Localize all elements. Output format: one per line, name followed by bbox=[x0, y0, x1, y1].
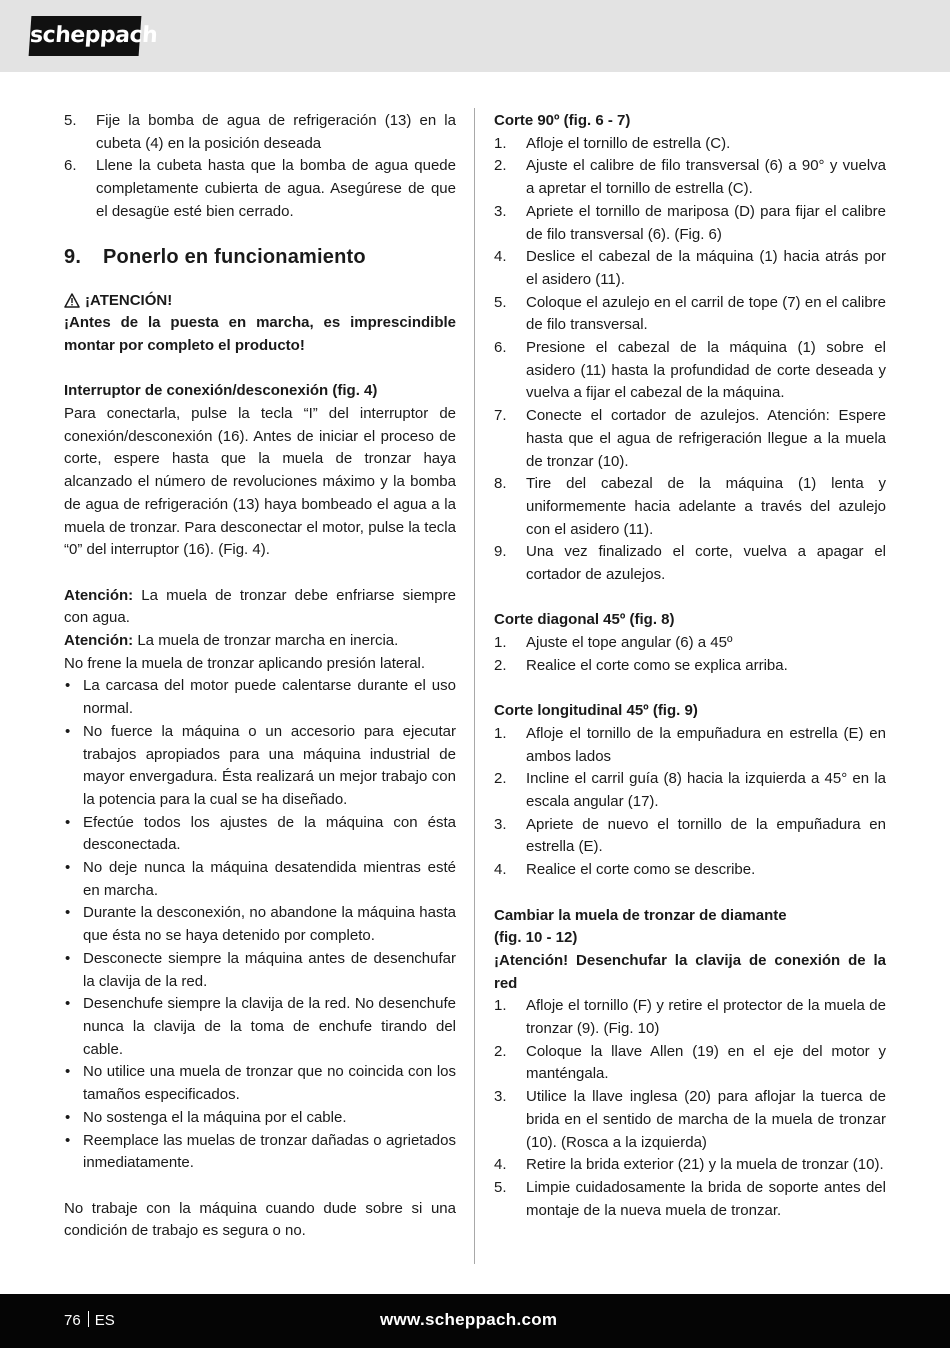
blade-heading: Cambiar la muela de tronzar de diamante bbox=[494, 906, 787, 924]
list-item-text: Llene la cubeta hasta que la bomba de agua quede completamente cubierta de agua. Asegúrese de que el desagüe esté bien cerrado. bbox=[96, 157, 456, 220]
list-item bbox=[494, 1177, 886, 1222]
switch-heading: Interruptor de conexión/desconexión (fig. 4) bbox=[64, 382, 378, 400]
list-item-text: Apriete el tornillo de mariposa (D) para fijar el calibre de filo transversal (6). (Fig. 6) bbox=[526, 202, 886, 243]
list-item bbox=[494, 405, 886, 473]
bullet-item: • No sostenga el la máquina por el cable. bbox=[64, 1107, 456, 1130]
list-item-number: 1. bbox=[494, 134, 507, 152]
list-item-number: 4. bbox=[494, 248, 507, 266]
list-item-number: 5. bbox=[494, 1179, 507, 1196]
list-item bbox=[494, 1041, 886, 1086]
left-column bbox=[64, 110, 456, 1243]
blade-heading-figs: (fig. 10 - 12) bbox=[494, 929, 578, 947]
brand-logo: scheppach bbox=[29, 16, 142, 56]
list-item-number: 5. bbox=[64, 112, 77, 129]
warning-heading bbox=[64, 290, 456, 313]
list-item bbox=[494, 995, 886, 1040]
diagonal-steps bbox=[494, 632, 886, 677]
list-item bbox=[494, 133, 886, 156]
list-item-number: 3. bbox=[494, 202, 507, 220]
attention-inertia: Atención: La muela de tronzar marcha en inercia. bbox=[64, 632, 399, 650]
list-item-number: 3. bbox=[494, 815, 507, 833]
list-item-text: Una vez finalizado el corte, vuelva a apagar el cortador de azulejos. bbox=[526, 543, 886, 584]
list-item-number: 2. bbox=[494, 770, 507, 788]
blade-steps bbox=[494, 995, 886, 1222]
list-item bbox=[494, 541, 886, 586]
list-item-number: 6. bbox=[494, 339, 507, 357]
list-item-text: Ajuste el calibre de filo transversal (6) a 90° y vuelva a apretar el tornillo de estrella (C). bbox=[526, 157, 886, 198]
list-item-text: Deslice el cabezal de la máquina (1) hacia atrás por el asidero (11). bbox=[526, 248, 886, 288]
blade-warning: ¡Atención! Desenchufar la clavija de conexión de la red bbox=[494, 951, 886, 992]
list-item-number: 4. bbox=[494, 1156, 507, 1174]
list-item-text: Coloque la llave Allen (19) en el eje del motor y manténgala. bbox=[526, 1042, 886, 1083]
bullet-item: • Efectúe todos los ajustes de la máquina con ésta desconectada. bbox=[64, 812, 456, 857]
list-item-number: 4. bbox=[494, 861, 507, 879]
footer-band bbox=[0, 1294, 950, 1348]
bullet-item: • No utilice una muela de tronzar que no coincida con los tamaños especificados. bbox=[64, 1061, 456, 1106]
bullet-item: • No fuerce la máquina o un accesorio para ejecutar trabajos apropiados para una máquina industrial de mayor envergadura. Ésta realizará un mejor trabajo con la potencia para la cual se ha diseñado. bbox=[64, 721, 456, 812]
list-item-number: 7. bbox=[494, 407, 507, 425]
longitudinal-heading: Corte longitudinal 45º (fig. 9) bbox=[494, 702, 698, 720]
list-item bbox=[494, 473, 886, 541]
section-title bbox=[64, 245, 456, 269]
list-item bbox=[494, 814, 886, 859]
column-divider bbox=[474, 108, 475, 1264]
list-item-text: Apriete de nuevo el tornillo de la empuñadura en estrella (E). bbox=[526, 815, 886, 856]
diagonal-heading: Corte diagonal 45º (fig. 8) bbox=[494, 611, 675, 629]
list-item bbox=[494, 337, 886, 405]
list-item-text: Coloque el azulejo en el carril de tope (7) en el calibre de filo transversal. bbox=[526, 293, 886, 334]
list-item-text: Presione el cabezal de la máquina (1) sobre el asidero (11) hasta la profundidad de corte deseada y vuelva a fijar el cabezal de la máquina. bbox=[526, 339, 886, 402]
fill-steps-list bbox=[64, 110, 456, 224]
list-item-number: 3. bbox=[494, 1088, 507, 1106]
longitudinal-steps bbox=[494, 723, 886, 882]
list-item bbox=[64, 155, 456, 223]
list-item-number: 8. bbox=[494, 475, 507, 493]
list-item-number: 9. bbox=[494, 543, 507, 561]
list-item-number: 2. bbox=[494, 1042, 507, 1060]
cut90-steps bbox=[494, 133, 886, 587]
list-item bbox=[494, 246, 886, 291]
no-brake-note: No frene la muela de tronzar aplicando presión lateral. bbox=[64, 654, 426, 672]
bullet-item: • Desenchufe siempre la clavija de la red. No desenchufe nunca la clavija de la toma de enchufe tirando del cable. bbox=[64, 993, 456, 1061]
list-item-text: Afloje el tornillo de estrella (C). bbox=[526, 134, 731, 152]
bullet-item: • No deje nunca la máquina desatendida mientras esté en marcha. bbox=[64, 857, 456, 902]
list-item bbox=[494, 768, 886, 813]
list-item bbox=[494, 1086, 886, 1154]
closing-note: No trabaje con la máquina cuando dude sobre si una condición de trabajo es segura o no. bbox=[64, 1199, 456, 1240]
list-item bbox=[494, 292, 886, 337]
list-item-number: 5. bbox=[494, 293, 507, 311]
warning-title: ¡ATENCIÓN! bbox=[85, 291, 173, 309]
list-item bbox=[494, 201, 886, 246]
section-title-text: Ponerlo en funcionamiento bbox=[103, 245, 366, 268]
list-item-text: Afloje el tornillo (F) y retire el protector de la muela de tronzar (9). (Fig. 10) bbox=[526, 997, 886, 1038]
list-item bbox=[494, 859, 886, 882]
list-item-text: Utilice la llave inglesa (20) para aflojar la tuerca de brida en el sentido de marcha de la muela de tronzar (10). (Rosca a la izquierda) bbox=[526, 1088, 886, 1151]
attention-cooling: Atención: La muela de tronzar debe enfriarse siempre con agua. bbox=[64, 586, 456, 627]
list-item-number: 1. bbox=[494, 997, 507, 1015]
right-column bbox=[494, 110, 886, 1222]
list-item-text: Afloje el tornillo de la empuñadura en estrella (E) en ambos lados bbox=[526, 724, 886, 765]
website-link[interactable]: www.scheppach.com bbox=[380, 1310, 558, 1329]
page-number: 76 ES bbox=[64, 1312, 115, 1329]
section-number: 9. bbox=[64, 245, 82, 268]
switch-paragraph: Para conectarla, pulse la tecla “I” del interruptor de conexión/desconexión (16). Antes de iniciar el proceso de corte, espere hasta que la muela de tronzar haya alcanzado el número de revoluciones máximo y la bomba de agua de refrigeración (13) haya bombeado el agua a la muela de tronzar. Para desconectar el motor, pulse la tecla “0” del interruptor (16). (Fig. 4). bbox=[64, 405, 456, 559]
list-item-text: Retire la brida exterior (21) y la muela de tronzar (10). bbox=[526, 1156, 884, 1174]
warning-triangle-icon bbox=[64, 293, 80, 308]
list-item-text: Conecte el cortador de azulejos. Atención: Espere hasta que el agua de refrigeración llegue a la muela de tronzar (10). bbox=[526, 407, 886, 470]
list-item bbox=[64, 110, 456, 155]
list-item-text: Ajuste el tope angular (6) a 45º bbox=[526, 634, 733, 652]
bullet-item: • Desconecte siempre la máquina antes de desenchufar la clavija de la red. bbox=[64, 948, 456, 993]
list-item bbox=[494, 1154, 886, 1177]
list-item-text: Fije la bomba de agua de refrigeración (13) en la cubeta (4) en la posición deseada bbox=[96, 112, 456, 152]
safety-bullets bbox=[64, 675, 456, 1174]
list-item-number: 6. bbox=[64, 157, 77, 175]
list-item-number: 2. bbox=[494, 157, 507, 175]
list-item bbox=[494, 723, 886, 768]
bullet-item: • La carcasa del motor puede calentarse durante el uso normal. bbox=[64, 675, 456, 720]
list-item-number: 1. bbox=[494, 634, 507, 652]
list-item-text: Tire del cabezal de la máquina (1) lenta y uniformemente hacia adelante a través del azulejo con el asidero (11). bbox=[526, 475, 886, 538]
list-item-text: Incline el carril guía (8) hacia la izquierda a 45° en la escala angular (17). bbox=[526, 770, 886, 811]
bullet-item: • Reemplace las muelas de tronzar dañadas o agrietados inmediatamente. bbox=[64, 1130, 456, 1175]
cut90-heading: Corte 90º (fig. 6 - 7) bbox=[494, 112, 631, 129]
list-item bbox=[494, 155, 886, 200]
list-item-number: 2. bbox=[494, 656, 507, 674]
list-item-text: Limpie cuidadosamente la brida de soporte antes del montaje de la nueva muela de tronzar. bbox=[526, 1179, 886, 1219]
list-item-number: 1. bbox=[494, 724, 507, 742]
header-band bbox=[0, 0, 950, 72]
bullet-item: • Durante la desconexión, no abandone la máquina hasta que ésta no se haya detenido por completo. bbox=[64, 902, 456, 947]
list-item-text: Realice el corte como se describe. bbox=[526, 861, 756, 879]
warning-text: ¡Antes de la puesta en marcha, es imprescindible montar por completo el producto! bbox=[64, 314, 456, 354]
list-item bbox=[494, 655, 886, 678]
list-item-text: Realice el corte como se explica arriba. bbox=[526, 656, 788, 674]
list-item bbox=[494, 632, 886, 655]
